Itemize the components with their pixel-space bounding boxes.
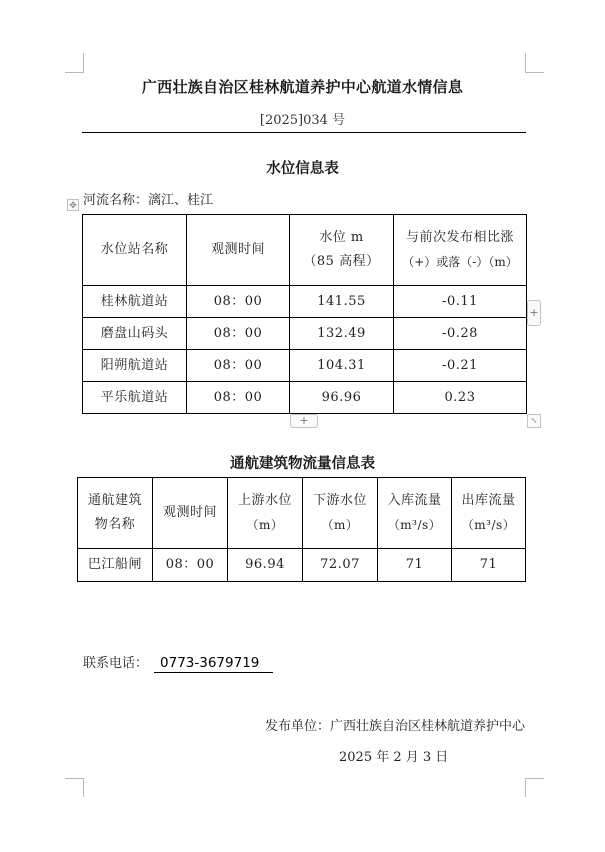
- document-number: [2025]034 号: [259, 113, 346, 128]
- corner-mark-top-right-v: [525, 53, 526, 72]
- time-cell[interactable]: 08：00: [187, 382, 290, 414]
- table-row: [78, 549, 526, 582]
- table-header-row: [78, 478, 526, 549]
- header-cell-name[interactable]: 通航建筑 物名称: [78, 478, 153, 549]
- header-cell-time[interactable]: 观测时间: [153, 478, 228, 549]
- flow-table: [77, 477, 526, 582]
- downstream-cell[interactable]: 72.07: [303, 549, 378, 582]
- publish-date: 2025 年 2 月 3 日: [339, 750, 449, 765]
- time-cell[interactable]: 08：00: [187, 286, 290, 318]
- add-column-button[interactable]: [527, 300, 541, 326]
- header-cell-outflow[interactable]: 出库流量 （m³/s）: [452, 478, 526, 549]
- plus-icon: +: [529, 306, 539, 319]
- level-cell[interactable]: 141.55: [290, 286, 394, 318]
- water-level-table-title: 水位信息表: [266, 161, 339, 177]
- contact-label: 联系电话：: [83, 656, 149, 671]
- corner-mark-bottom-right-h: [525, 778, 544, 779]
- header-cell-change[interactable]: 与前次发布相比涨 （+）或落（-）（m）: [394, 215, 527, 286]
- level-cell[interactable]: 132.49: [290, 318, 394, 350]
- change-cell[interactable]: -0.28: [394, 318, 527, 350]
- table-row: [83, 350, 527, 382]
- table-header-row: [83, 215, 527, 286]
- change-cell[interactable]: 0.23: [394, 382, 527, 414]
- header-cell-inflow[interactable]: 入库流量 （m³/s）: [378, 478, 452, 549]
- flow-table-title: 通航建筑物流量信息表: [230, 456, 375, 472]
- river-name-label: 河流名称：漓江、桂江: [83, 193, 214, 208]
- table-row: [83, 318, 527, 350]
- time-cell[interactable]: 08：00: [153, 549, 228, 582]
- level-cell[interactable]: 104.31: [290, 350, 394, 382]
- upstream-cell[interactable]: 96.94: [228, 549, 303, 582]
- publisher-line: 发布单位：广西壮族自治区桂林航道养护中心: [264, 719, 525, 734]
- corner-mark-top-left-v: [83, 53, 84, 72]
- inflow-cell[interactable]: 71: [378, 549, 452, 582]
- time-cell[interactable]: 08：00: [187, 318, 290, 350]
- change-cell[interactable]: -0.11: [394, 286, 527, 318]
- table-resize-handle-icon[interactable]: ⤡: [527, 414, 541, 428]
- header-cell-upstream[interactable]: 上游水位 （m）: [228, 478, 303, 549]
- plus-icon: +: [299, 414, 309, 427]
- table-move-handle-icon[interactable]: ✥: [67, 199, 79, 211]
- table-row: [83, 382, 527, 414]
- change-cell[interactable]: -0.21: [394, 350, 527, 382]
- level-cell[interactable]: 96.96: [290, 382, 394, 414]
- corner-mark-top-right-h: [525, 72, 544, 73]
- time-cell[interactable]: 08：00: [187, 350, 290, 382]
- water-level-table: [82, 214, 527, 414]
- corner-mark-bottom-left-h: [65, 778, 84, 779]
- station-cell[interactable]: 阳朔航道站: [83, 350, 187, 382]
- phone-number: 0773-3679719: [154, 655, 273, 673]
- contact-line: [83, 652, 273, 673]
- name-cell[interactable]: 巴江船闸: [78, 549, 153, 582]
- document-title: 广西壮族自治区桂林航道养护中心航道水情信息: [141, 78, 464, 96]
- header-cell-downstream[interactable]: 下游水位 （m）: [303, 478, 378, 549]
- add-row-button[interactable]: [290, 414, 318, 428]
- header-cell-time[interactable]: 观测时间: [187, 215, 290, 286]
- header-cell-level[interactable]: 水位 m （85 高程）: [290, 215, 394, 286]
- header-cell-station[interactable]: 水位站名称: [83, 215, 187, 286]
- outflow-cell[interactable]: 71: [452, 549, 526, 582]
- station-cell[interactable]: 平乐航道站: [83, 382, 187, 414]
- corner-mark-top-left-h: [65, 72, 84, 73]
- corner-mark-bottom-left-v: [83, 778, 84, 797]
- header-divider: [82, 132, 526, 133]
- corner-mark-bottom-right-v: [525, 778, 526, 797]
- station-cell[interactable]: 桂林航道站: [83, 286, 187, 318]
- station-cell[interactable]: 磨盘山码头: [83, 318, 187, 350]
- table-row: [83, 286, 527, 318]
